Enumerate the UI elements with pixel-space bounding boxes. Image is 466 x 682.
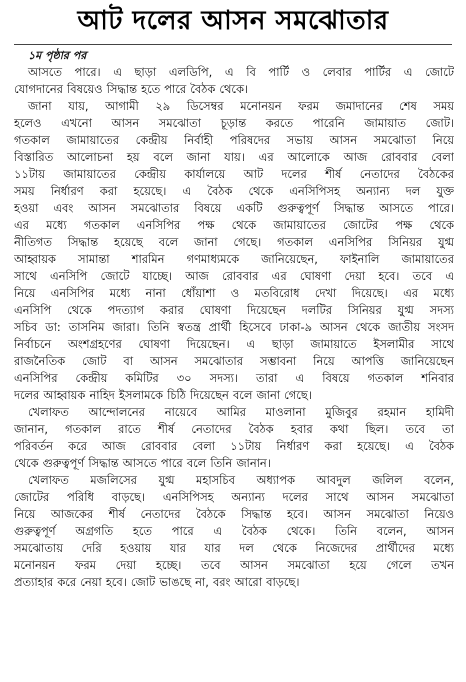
article-paragraph — [14, 64, 454, 98]
article-line: জানা যায়, আগামী ২৯ ডিসেম্বর মনোনয়ন ফরম জমাদানের শেষ সময় — [28, 99, 454, 113]
article-line: যোগদানের বিষয়েও সিদ্ধান্ত হতে পারে বৈঠক থেকে। — [14, 82, 249, 96]
article-line: সচিব ডা: তাসনিম জারা। তিনি স্বতন্ত্র প্রার্থী হিসেবে ঢাকা-৯ আসন থেকে জাতীয় সংসদ — [14, 320, 454, 334]
article-line: নিয়ে এনসিপির মধ্যে নানা ধোঁয়াশা ও মতবিরোধ দেখা দিয়েছে। এর মধ্যে — [14, 286, 454, 300]
article-line: রাজনৈতিক জোট বা আসন সমঝোতার সম্ভাবনা নিয়ে আপত্তি জানিয়েছেন — [14, 354, 454, 368]
article-line: খেলাফত আন্দোলনের নায়েবে আমির মাওলানা মুজিবুর রহমান হামিদী — [28, 405, 454, 419]
article-line: দলের আহ্বায়ক নাহিদ ইসলামকে চিঠি দিয়েছেন বলে জানা গেছে। — [14, 388, 312, 402]
article-line: আসতে পারে। এ ছাড়া এলডিপি, এ বি পার্টি ও লেবার পার্টির এ জোটে — [28, 65, 454, 79]
article-line: গতকাল জামায়াতের কেন্দ্রীয় নির্বাহী পরিষদের সভায় আসন সমঝোতা নিয়ে — [14, 133, 454, 147]
article-line: এনসিপির কেন্দ্রীয় কমিটির ৩০ সদস্য। তারা এ বিষয়ে গতকাল শনিবার — [14, 371, 454, 385]
article-line: খেলাফত মজলিসের যুগ্ম মহাসচিব অধ্যাপক আবদুল জলিল বলেন, — [28, 473, 454, 487]
article-line: মনোনয়ন ফরম দেয়া হচ্ছে। তবে আসন সমঝোতা হয়ে গেলে তখন — [14, 558, 454, 572]
article-line: জোটের পরিধি বাড়ছে। এনসিপিসহ অন্যান্য দলের সাথে আসন সমঝোতা — [14, 490, 454, 504]
article-line: বিস্তারিত আলোচনা হয় বলে জানা যায়। এর আলোকে আজ রোববার বেলা — [14, 150, 454, 164]
article-line: থেকে গুরুত্বপূর্ণ সিদ্ধান্ত আসতে পারে বলে তিনি জানান। — [14, 456, 271, 470]
article-paragraph — [14, 404, 454, 472]
headline-divider — [14, 44, 452, 45]
article-line: ১১টায় জামায়াতের কেন্দ্রীয় কার্যালয়ে আট দলের শীর্ষ নেতাদের বৈঠকের — [14, 167, 454, 181]
article-headline: আট দলের আসন সমঝোতার — [77, 6, 389, 36]
article-line: সময় নির্ধারণ করা হয়েছে। এ বৈঠক থেকে এনসিপিসহ অন্যান্য দল যুক্ত — [14, 184, 454, 198]
article-line: গুরুত্বপূর্ণ অগ্রগতি হতে পারে এ বৈঠক থেকে। তিনি বলেন, আসন — [14, 524, 454, 538]
article-line: প্রত্যাহার করে নেয়া হবে। জোট ভাঙছে না, বরং আরো বাড়ছে। — [14, 575, 300, 589]
article-paragraph — [14, 98, 454, 404]
article-line: জানান, গতকাল রাতে শীর্ষ নেতাদের বৈঠক হবার কথা ছিল। তবে তা — [14, 422, 454, 436]
article-line: নিয়ে আজকের শীর্ষ নেতাদের বৈঠকে সিদ্ধান্ত হবে। আসন সমঝোতা নিয়েও — [14, 507, 454, 521]
article-line: পরিবর্তন করে আজ রোববার বেলা ১১টায় নির্ধারণ করা হয়েছে। এ বৈঠক — [14, 439, 454, 453]
article-body — [14, 64, 454, 676]
article-line: হওয়া এবং আসন সমঝোতার বিষয়ে একটি গুরুত্বপূর্ণ সিদ্ধান্ত আসতে পারে। — [14, 201, 454, 215]
article-line: আহ্বায়ক সামান্তা শারমিন গণমাধ্যমকে জানিয়েছেন, ফাইনালি জামায়াতের — [14, 252, 454, 266]
article-line: নীতিগত সিদ্ধান্ত হয়েছে বলে জানা গেছে। গতকাল এনসিপির সিনিয়র যুগ্ম — [14, 235, 454, 249]
article-line: হলেও এখনো আসন সমঝোতা চূড়ান্ত করতে পারেনি জামায়াত জোট। — [14, 116, 454, 130]
article-paragraph — [14, 472, 454, 591]
continued-from-label: ১ম পৃষ্ঠার পর — [28, 49, 87, 62]
article-line: এর মধ্যে গতকাল এনসিপির পক্ষ থেকে জামায়াতের জোটের পক্ষ থেকে — [14, 218, 454, 232]
article-line: নির্বাচনে অংশগ্রহণের ঘোষণা দিয়েছেন। এ ছাড়া জামায়াতে ইসলামীর সাথে — [14, 337, 454, 351]
article-line: সাথে এনসিপি জোটে যাচ্ছে। আজ রোববার এর ঘোষণা দেয়া হবে। তবে এ — [14, 269, 454, 283]
article-line: সমঝোতায় দেরি হওয়ায় যার যার দল থেকে নিজেদের প্রার্থীদের মধ্যে — [14, 541, 454, 555]
article-line: এনসিপি থেকে পদত্যাগ করার ঘোষণা দিয়েছেন দলটির সিনিয়র যুগ্ম সদস্য — [14, 303, 454, 317]
